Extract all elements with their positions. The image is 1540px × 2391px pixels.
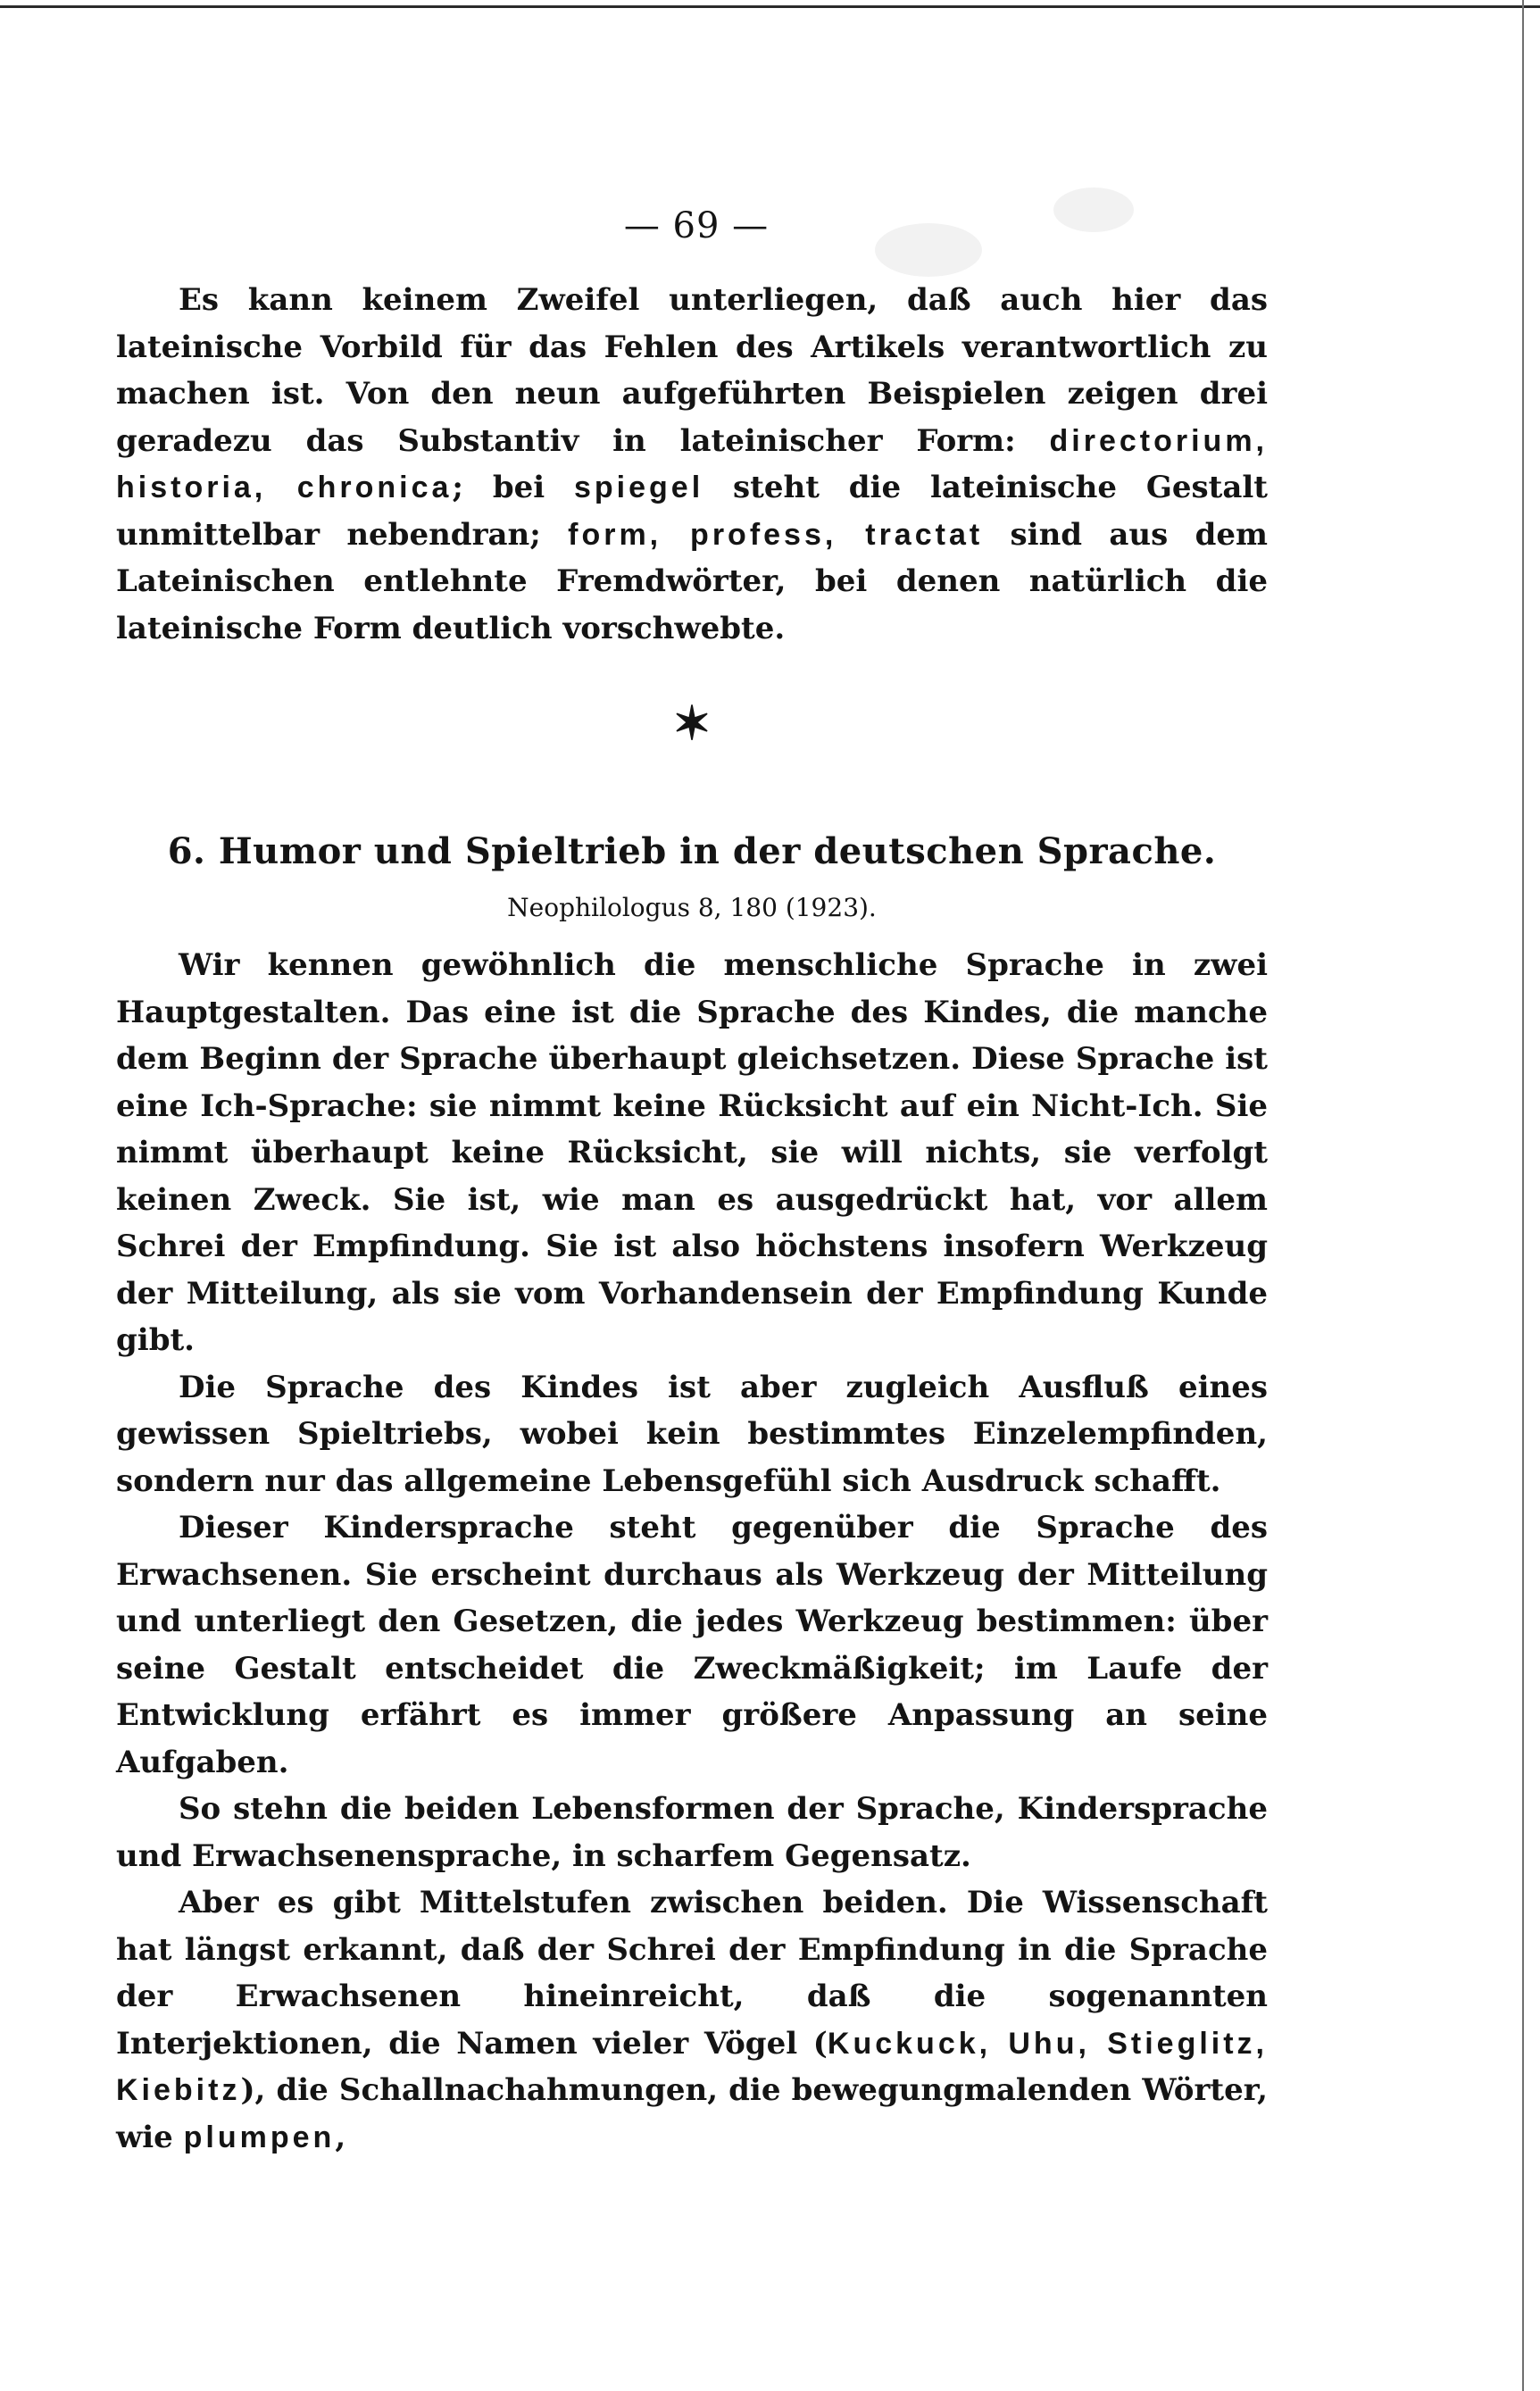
section-title: 6. Humor und Spieltrieb in der deutschen Sprache. — [167, 830, 1217, 872]
right-edge-line — [1522, 0, 1524, 2391]
body-paragraph: So stehn die beiden Lebensformen der Sprache, Kindersprache und Erwachsenensprache, in scharfem Gegensatz. — [116, 1791, 1268, 1874]
paragraph-text: Aber es gibt Mittelstufen zwischen beiden. Die Wissenschaft hat längst erkannt, daß der Schrei der Empfindung in die Sprache der Erwachsenen hineinreicht, daß die sogenannten Interjektionen, die Namen vieler Vögel ( — [116, 1885, 1268, 2062]
paragraph-text: sind aus dem Lateinischen entlehnte Fremdwörter, bei denen natürlich die lateinische Form deutlich vorschwebte. — [116, 516, 1268, 646]
body-paragraph — [116, 1879, 1268, 2161]
paragraph — [116, 277, 1268, 652]
paragraph-text: ), die Schallnachahmungen, die bewegungmalenden Wörter, wie — [116, 2072, 1268, 2155]
section-body — [116, 942, 1268, 2161]
body-paragraph: Die Sprache des Kindes ist aber zugleich Ausfluß eines gewissen Spieltriebs, wobei kein bestimmtes Einzelempfinden, sondern nur das allgemeine Lebensgefühl sich Ausdruck schafft. — [116, 1369, 1268, 1499]
spaced-latin-words: directorium, historia, chronica — [116, 423, 1268, 504]
spaced-word: plumpen — [183, 2120, 336, 2154]
continued-paragraph — [116, 277, 1268, 652]
spaced-word: spiegel — [574, 471, 704, 504]
page-number: — 69 — — [623, 205, 770, 246]
body-paragraph: Dieser Kindersprache steht gegenüber die Sprache des Erwachsenen. Sie erscheint durchaus als Werkzeug der Mitteilung und unterliegt den Gesetzen, die jedes Werkzeug bestimmen: über seine Gestalt entscheidet die Zweckmäßigkeit; im Laufe der Entwicklung erfährt es immer größere Anpassung an seine Aufgaben. — [116, 1510, 1268, 1780]
top-edge-line — [0, 5, 1540, 8]
paragraph-text: steht die lateinische Gestalt unmittelbar nebendran; — [116, 470, 1268, 553]
paragraph-text: Es kann keinem Zweifel unterliegen, daß auch hier das lateinische Vorbild für das Fehlen des Artikels verantwortlich zu machen ist. Von den neun aufgeführten Beispielen zeigen drei geradezu das Substantiv in lateinischer Form: — [116, 282, 1268, 459]
section-divider-asterisk: ✶ — [672, 696, 712, 751]
spaced-bird-names: Kuckuck, Uhu, Stieglitz, Kiebitz — [116, 2026, 1269, 2107]
spaced-latin-words: form, profess, tractat — [568, 517, 984, 552]
paragraph-text: , — [335, 2119, 346, 2155]
paragraph-text: ; bei — [452, 470, 574, 505]
section-source: Neophilologus 8, 180 (1923). — [507, 893, 877, 922]
body-paragraph: Wir kennen gewöhnlich die menschliche Sprache in zwei Hauptgestalten. Das eine ist die Sprache des Kindes, die manche dem Beginn der Sprache überhaupt gleichsetzen. Diese Sprache ist eine Ich-Sprache: sie nimmt keine Rücksicht auf ein Nicht-Ich. Sie nimmt überhaupt keine Rücksicht, sie will nichts, sie verfolgt keinen Zweck. Sie ist, wie man es ausgedrückt hat, vor allem Schrei der Empfindung. Sie ist also höchstens insofern Werkzeug der Mitteilung, als sie vom Vorhandensein der Empfindung Kunde gibt. — [116, 947, 1268, 1358]
